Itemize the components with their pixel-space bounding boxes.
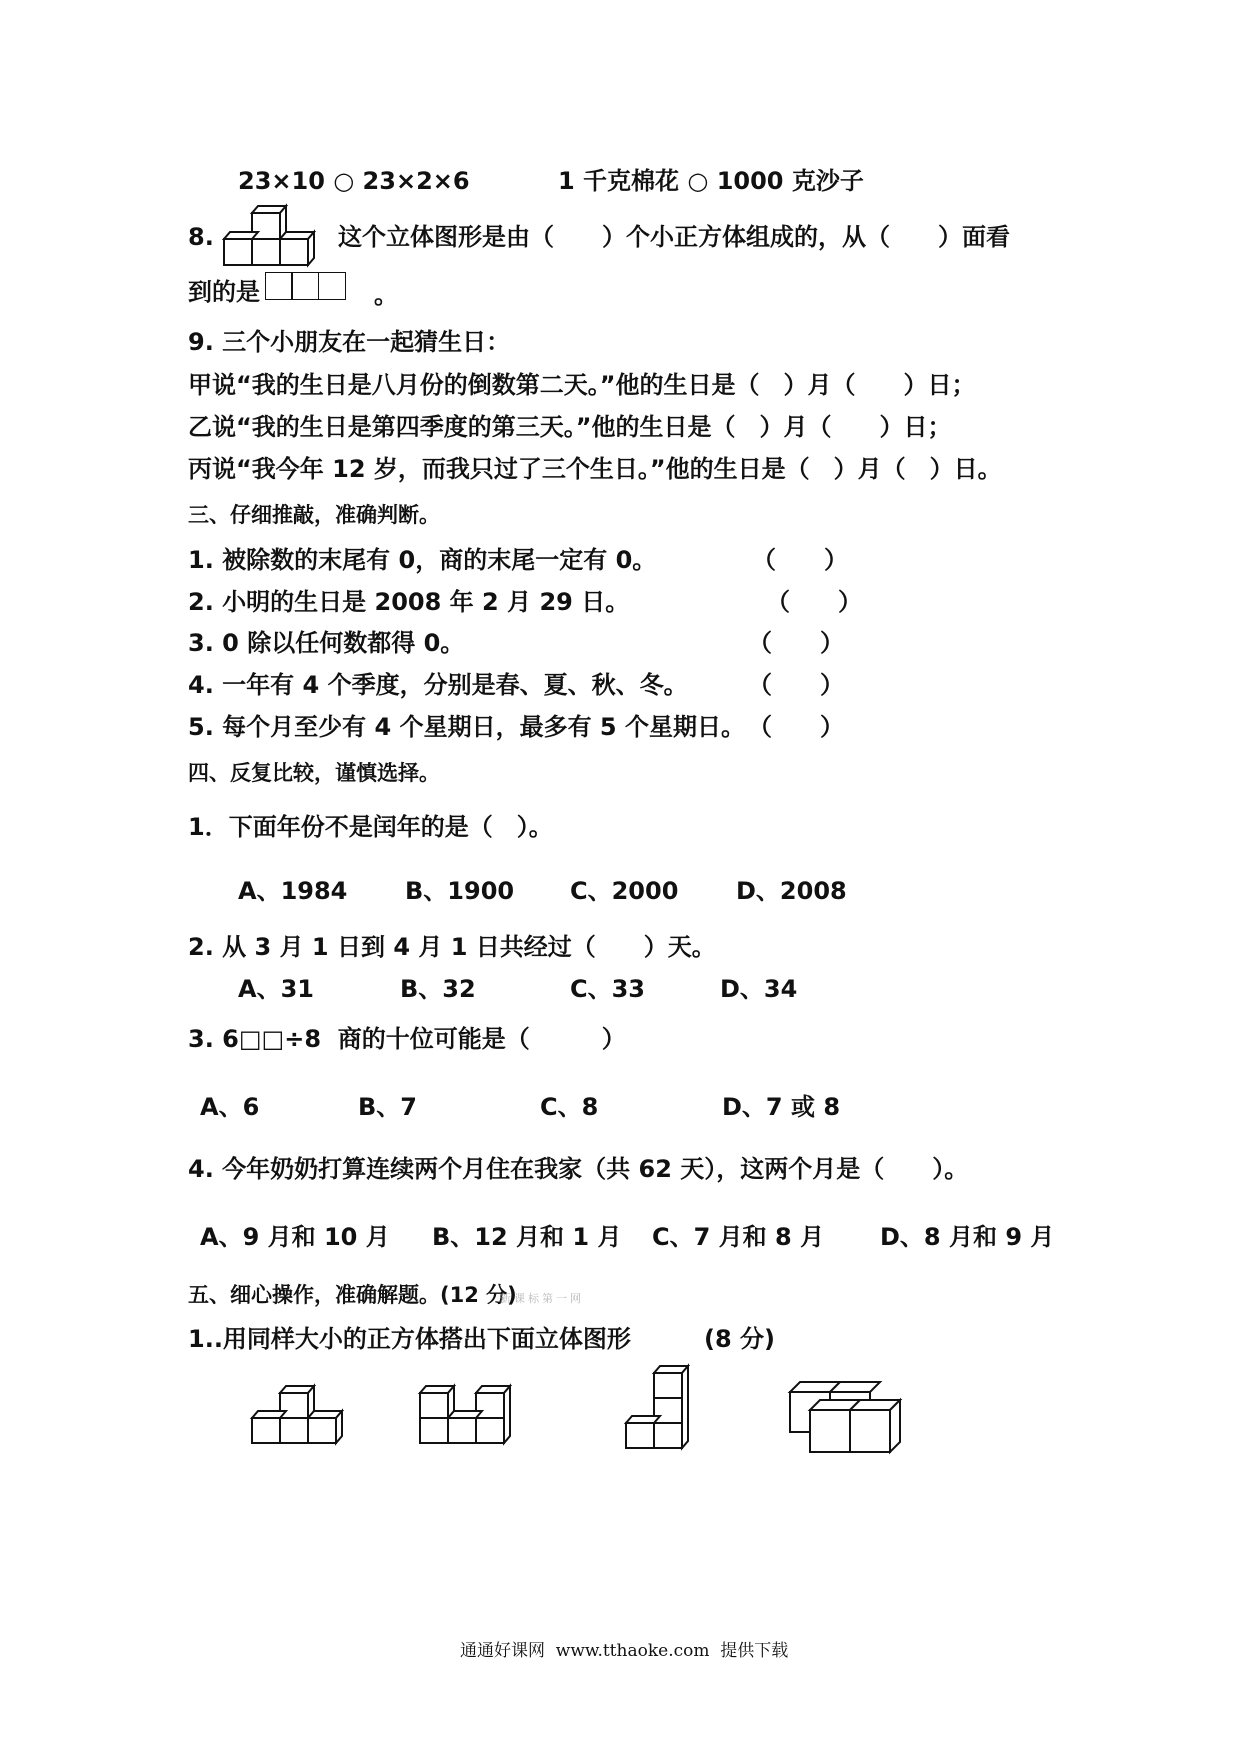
choice-q1-option-a[interactable]: A、1984 xyxy=(238,877,348,905)
cube-figure-1 xyxy=(250,1385,360,1455)
choice-q3-option-b[interactable]: B、7 xyxy=(358,1093,417,1121)
choice-q1: 1．下面年份不是闰年的是（ ）。 xyxy=(188,813,553,841)
q9-line-2: 乙说“我的生日是第四季度的第三天。”他的生日是（ ）月（ ）日； xyxy=(188,413,952,441)
choice-q1-option-b[interactable]: B、1900 xyxy=(405,877,515,905)
q9-line-1: 甲说“我的生日是八月份的倒数第二天。”他的生日是（ ）月（ ）日； xyxy=(188,371,976,399)
q8-number: 8. xyxy=(188,223,214,251)
judge-item-5: 5. 每个月至少有 4 个星期日，最多有 5 个星期日。 xyxy=(188,713,745,741)
q8-view-squares xyxy=(266,272,346,298)
footer-text: 通通好课网 www.tthaoke.com 提供下载 xyxy=(460,1641,789,1661)
choice-q4: 4. 今年奶奶打算连续两个月住在我家（共 62 天），这两个月是（ ）。 xyxy=(188,1155,969,1183)
choice-q3-option-c[interactable]: C、8 xyxy=(540,1093,599,1121)
choice-q4-option-d[interactable]: D、8 月和 9 月 xyxy=(880,1223,1055,1251)
comparison-left: 23×10 ○ 23×2×6 xyxy=(238,167,470,195)
judge-item-4: 4. 一年有 4 个季度，分别是春、夏、秋、冬。 xyxy=(188,671,688,699)
q9-title: 9. 三个小朋友在一起猜生日： xyxy=(188,328,511,356)
judge-item-3: 3. 0 除以任何数都得 0。 xyxy=(188,629,465,657)
choice-q2-option-a[interactable]: A、31 xyxy=(238,975,314,1003)
choice-q3-option-a[interactable]: A、6 xyxy=(200,1093,260,1121)
choice-q2-option-c[interactable]: C、33 xyxy=(570,975,646,1003)
judge-paren-5[interactable]: （ ） xyxy=(748,713,844,741)
cube-figure-3 xyxy=(624,1365,704,1465)
judge-item-1: 1. 被除数的末尾有 0，商的末尾一定有 0。 xyxy=(188,546,657,574)
section5-q1: 1..用同样大小的正方体搭出下面立体图形 xyxy=(188,1325,631,1353)
choice-q2-option-d[interactable]: D、34 xyxy=(720,975,798,1003)
choice-q4-option-a[interactable]: A、9 月和 10 月 xyxy=(200,1223,390,1251)
judge-paren-4[interactable]: （ ） xyxy=(748,671,844,699)
section4-title: 四、反复比较，谨慎选择。 xyxy=(188,761,440,785)
comparison-right: 1 千克棉花 ○ 1000 克沙子 xyxy=(558,167,864,195)
choice-q1-option-d[interactable]: D、2008 xyxy=(736,877,847,905)
choice-q2: 2. 从 3 月 1 日到 4 月 1 日共经过（ ）天。 xyxy=(188,933,716,961)
section5-title: 五、细心操作，准确解题。(12 分) xyxy=(188,1283,517,1307)
cube-figure-4 xyxy=(788,1380,918,1460)
choice-q3-option-d[interactable]: D、7 或 8 xyxy=(722,1093,841,1121)
choice-q4-option-c[interactable]: C、7 月和 8 月 xyxy=(652,1223,825,1251)
q9-line-3: 丙说“我今年 12 岁，而我只过了三个生日。”他的生日是（ ）月（ ）日。 xyxy=(188,455,1002,483)
judge-paren-2[interactable]: （ ） xyxy=(766,588,862,616)
q8-text: 这个立体图形是由（ ）个小正方体组成的，从（ ）面看 xyxy=(338,223,1010,251)
section3-title: 三、仔细推敲，准确判断。 xyxy=(188,503,440,527)
watermark: 新课标第一网 xyxy=(500,1292,584,1305)
cube-figure-2 xyxy=(418,1385,528,1455)
q8-end: 。 xyxy=(374,281,398,309)
q8-cube-figure xyxy=(220,205,340,265)
q8-text2: 到的是 xyxy=(188,278,260,306)
judge-paren-1[interactable]: （ ） xyxy=(752,546,848,574)
judge-item-2: 2. 小明的生日是 2008 年 2 月 29 日。 xyxy=(188,588,630,616)
choice-q4-option-b[interactable]: B、12 月和 1 月 xyxy=(432,1223,622,1251)
choice-q2-option-b[interactable]: B、32 xyxy=(400,975,476,1003)
section5-q1-points: (8 分) xyxy=(704,1325,775,1353)
judge-paren-3[interactable]: （ ） xyxy=(748,629,844,657)
choice-q1-option-c[interactable]: C、2000 xyxy=(570,877,679,905)
choice-q3: 3. 6□□÷8 商的十位可能是（ ） xyxy=(188,1025,626,1053)
